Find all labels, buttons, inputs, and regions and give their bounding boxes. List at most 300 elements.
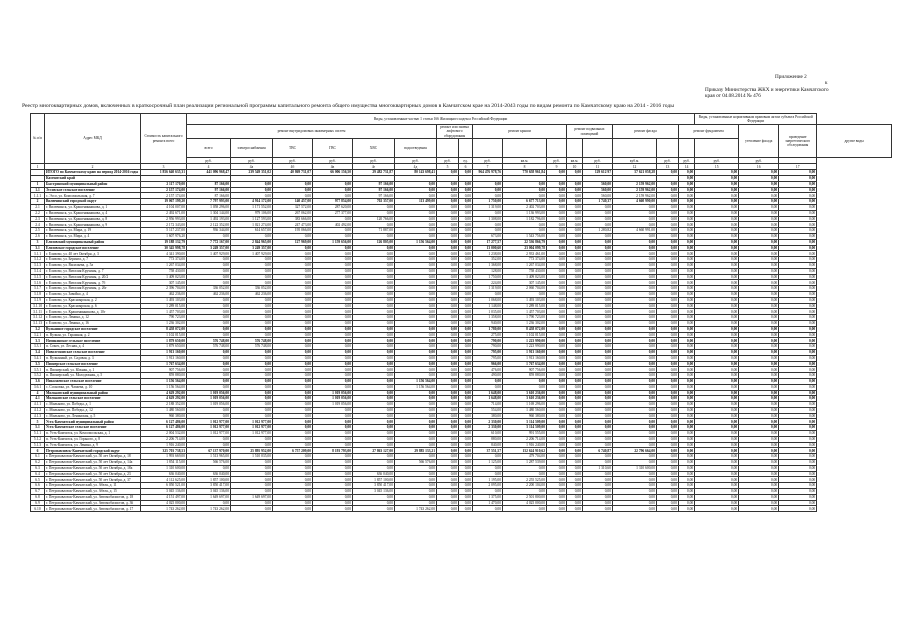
value-cell: 0,00 (695, 483, 739, 489)
value-cell: 0,00 (459, 315, 473, 321)
value-cell: 1 513 965,00 (187, 454, 231, 460)
value-cell: 0,00 (657, 233, 679, 239)
value-cell: 0,00 (613, 309, 657, 315)
value-cell: 0,00 (679, 367, 695, 373)
header-elec: электроснабжения (231, 139, 273, 158)
row-number-cell: 2.6 (31, 233, 45, 239)
value-cell: 0,00 (353, 494, 395, 500)
value-cell: 0,00 (313, 471, 353, 477)
value-cell: 4 112 625,00 (141, 477, 187, 483)
value-cell: 0,00 (613, 286, 657, 292)
value-cell: 0,00 (583, 419, 613, 425)
value-cell: 0,00 (459, 228, 473, 234)
value-cell: 714,00 (473, 402, 503, 408)
value-cell: 0,00 (313, 280, 353, 286)
value-cell: 0,00 (353, 465, 395, 471)
value-cell: 0,00 (459, 210, 473, 216)
value-cell: 0,00 (657, 448, 679, 454)
value-cell: 0,00 (187, 268, 231, 274)
row-number-cell: 2.3 (31, 216, 45, 222)
unit-cell: руб. (657, 158, 679, 164)
value-cell: 380,00 (473, 413, 503, 419)
value-cell: 0,00 (567, 170, 583, 176)
value-cell: 1 407 929,00 (231, 251, 273, 257)
value-cell: 773 374,00 (141, 257, 187, 263)
value-cell: 1 308,00 (473, 216, 503, 222)
value-cell: 2 188 352,00 (141, 402, 187, 408)
value-cell: 0,00 (473, 181, 503, 187)
value-cell: 1 457 703,00 (503, 309, 547, 315)
value-cell: 0,00 (739, 344, 779, 350)
value-cell: 0,00 (567, 436, 583, 442)
header-total-cost: Стоимость капитального ремонта всего (141, 114, 187, 164)
value-cell: 0,00 (187, 367, 231, 373)
column-number-cell: 17 (779, 164, 817, 170)
value-cell: 0,00 (353, 355, 395, 361)
value-cell: 0,00 (187, 384, 231, 390)
value-cell: 0,00 (779, 489, 817, 495)
value-cell: 0,00 (473, 291, 503, 297)
value-cell: 0,00 (613, 454, 657, 460)
value-cell: 127 969,00 (273, 239, 313, 245)
value-cell: 0,00 (739, 396, 779, 402)
value-cell: 0,00 (353, 396, 395, 402)
address-cell: г. Елизово, ул. Крашенинникова, д. 10г (45, 309, 141, 315)
value-cell: 0,00 (547, 199, 567, 205)
address-cell: г. Вилючинск, ул. Мира, д. 19 (45, 228, 141, 234)
value-cell: 0,00 (187, 361, 231, 367)
value-cell: 0,00 (657, 291, 679, 297)
value-cell: 0,00 (679, 454, 695, 460)
value-cell: 0,00 (739, 268, 779, 274)
column-number-cell: 4 (187, 164, 231, 170)
value-cell: 0,00 (273, 291, 313, 297)
value-cell: 0,00 (395, 413, 437, 419)
value-cell: 1 058 296,00 (187, 205, 231, 211)
value-cell: 0,00 (567, 402, 583, 408)
value-cell: 0,00 (583, 384, 613, 390)
value-cell: 97 166,00 (353, 193, 395, 199)
value-cell: 0,00 (739, 326, 779, 332)
value-cell: 0,00 (353, 344, 395, 350)
value-cell: 0,00 (779, 500, 817, 506)
value-cell: 0,00 (459, 442, 473, 448)
value-cell: 907 756,00 (503, 367, 547, 373)
value-cell: 0,00 (459, 193, 473, 199)
address-cell: Эссовское сельское поселение (45, 187, 141, 193)
value-cell: 0,00 (679, 373, 695, 379)
address-cell: Мильковское сельское поселение (45, 396, 141, 402)
value-cell: 1 493 103,00 (141, 297, 187, 303)
value-cell: 0,00 (779, 477, 817, 483)
value-cell: 476,00 (473, 367, 503, 373)
value-cell: 0,00 (679, 176, 695, 182)
value-cell: 0,00 (547, 205, 567, 211)
value-cell: 0,00 (583, 477, 613, 483)
value-cell: 0,00 (567, 239, 583, 245)
value-cell: 0,00 (779, 378, 817, 384)
row-number-cell: 1.1 (31, 187, 45, 193)
value-cell: 0,00 (231, 332, 273, 338)
value-cell: 490,00 (473, 373, 503, 379)
value-cell: 0,00 (567, 257, 583, 263)
value-cell: 0,00 (437, 390, 459, 396)
value-cell: 0,00 (657, 442, 679, 448)
column-number-cell: 12 (613, 164, 657, 170)
value-cell: 0,00 (313, 373, 353, 379)
value-cell: 1 012 977,00 (187, 431, 231, 437)
value-cell: 0,00 (583, 262, 613, 268)
value-cell: 1 648,00 (473, 390, 503, 396)
value-cell: 0,00 (459, 407, 473, 413)
value-cell: 0,00 (459, 326, 473, 332)
value-cell: 0,00 (613, 419, 657, 425)
value-cell: 0,00 (583, 320, 613, 326)
unit-cell: руб. (273, 158, 313, 164)
value-cell: 0,00 (353, 233, 395, 239)
value-cell: 2 206 714,00 (141, 436, 187, 442)
unit-cell: руб. (187, 158, 231, 164)
value-cell: 0,00 (583, 431, 613, 437)
value-cell: 0,00 (459, 489, 473, 495)
value-cell: 2 172 343,00 (141, 222, 187, 228)
value-cell: 13 000,60 (473, 245, 503, 251)
value-cell: 275,00 (473, 332, 503, 338)
value-cell: 0,00 (613, 315, 657, 321)
value-cell: 0,00 (613, 210, 657, 216)
value-cell: 0,00 (273, 297, 313, 303)
row-number-cell: 3.3.1 (31, 344, 45, 350)
value-cell: 0,00 (231, 257, 273, 263)
value-cell: 0,00 (547, 187, 567, 193)
row-number-cell: 6.4 (31, 471, 45, 477)
header-foundation: ремонт фундамента (679, 125, 739, 139)
value-cell: 0,00 (657, 413, 679, 419)
value-cell: 0,00 (583, 205, 613, 211)
value-cell: 0,00 (273, 355, 313, 361)
value-cell: 0,00 (695, 170, 739, 176)
value-cell: 195 066,00 (273, 228, 313, 234)
value-cell: 979 106,00 (231, 210, 273, 216)
header-design: утепление фасада (739, 125, 779, 158)
value-cell: 0,00 (459, 245, 473, 251)
value-cell: 0,00 (437, 384, 459, 390)
value-cell: 1 019 056,00 (313, 402, 353, 408)
value-cell: 1 993 669,00 (141, 454, 187, 460)
value-cell: 0,00 (679, 402, 695, 408)
value-cell: 0,00 (231, 477, 273, 483)
value-cell: 0,00 (459, 419, 473, 425)
value-cell: 1 156 564,00 (395, 378, 437, 384)
unit-cell: кв.м. (503, 158, 547, 164)
unit-cell: руб. (547, 158, 567, 164)
value-cell: 0,00 (187, 320, 231, 326)
value-cell: 0,00 (695, 286, 739, 292)
column-number-cell: 10 (567, 164, 583, 170)
address-cell: Николаевское сельское поселение (45, 378, 141, 384)
value-cell: 1 102 015,00 (141, 332, 187, 338)
value-cell: 5 114 509,00 (503, 425, 547, 431)
value-cell: 0,00 (437, 222, 459, 228)
value-cell: 462 236,00 (141, 291, 187, 297)
value-cell: 0,00 (679, 193, 695, 199)
value-cell: 0,00 (567, 460, 583, 466)
value-cell: 0,00 (459, 251, 473, 257)
value-cell: 0,00 (459, 361, 473, 367)
value-cell: 2 956 993,00 (141, 216, 187, 222)
value-cell: 554,00 (473, 407, 503, 413)
value-cell: 0,00 (231, 378, 273, 384)
value-cell: 0,00 (187, 378, 231, 384)
unit-cell: руб. (473, 158, 503, 164)
value-cell: 0,00 (657, 483, 679, 489)
value-cell: 0,00 (739, 419, 779, 425)
value-cell: 0,00 (679, 344, 695, 350)
value-cell: 0,00 (459, 320, 473, 326)
value-cell: 940,00 (473, 320, 503, 326)
value-cell: 0,00 (231, 280, 273, 286)
address-cell: г. Петропавловск-Камчатский, ул. Абеля, д. 11 (45, 483, 141, 489)
value-cell: 67 137 970,00 (187, 448, 231, 454)
value-cell: 0,00 (695, 460, 739, 466)
value-cell: 0,00 (695, 378, 739, 384)
value-cell: 0,00 (395, 274, 437, 280)
value-cell: 0,00 (657, 280, 679, 286)
value-cell: 0,00 (679, 338, 695, 344)
value-cell: 22 796 664,00 (613, 448, 657, 454)
value-cell: 0,00 (695, 274, 739, 280)
value-cell: 2 844 965,00 (231, 239, 273, 245)
value-cell: 4 629 292,00 (141, 390, 187, 396)
value-cell: 0,00 (739, 262, 779, 268)
value-cell: 0,00 (353, 286, 395, 292)
value-cell: 120 766,00 (353, 216, 395, 222)
value-cell: 0,00 (657, 460, 679, 466)
value-cell: 0,00 (459, 494, 473, 500)
row-number-cell: 5.1.3 (31, 442, 45, 448)
value-cell: 4 660 990,00 (613, 199, 657, 205)
value-cell: 0,00 (567, 205, 583, 211)
value-cell: 0,00 (437, 326, 459, 332)
value-cell: 0,00 (583, 257, 613, 263)
value-cell: 1 854 115,00 (141, 460, 187, 466)
value-cell: 0,00 (313, 320, 353, 326)
value-cell: 6 677 713,00 (503, 199, 547, 205)
value-cell: 0,00 (437, 448, 459, 454)
value-cell: 3 045 136,00 (353, 489, 395, 495)
value-cell: 560,00 (583, 193, 613, 199)
value-cell: 126 805,00 (353, 239, 395, 245)
unit-cell: руб. (395, 158, 437, 164)
value-cell: 0,00 (547, 436, 567, 442)
value-cell: 0,00 (739, 355, 779, 361)
value-cell: 0,00 (679, 349, 695, 355)
value-cell: 0,00 (503, 506, 547, 512)
value-cell: 0,00 (613, 338, 657, 344)
value-cell: 0,00 (583, 500, 613, 506)
address-cell: Усть-Камчатское сельское поселение (45, 425, 141, 431)
value-cell: 0,00 (779, 297, 817, 303)
value-cell: 1 409 023,00 (503, 274, 547, 280)
appendix-line-2: к (825, 80, 828, 87)
value-cell: 0,00 (657, 373, 679, 379)
row-number-cell: 3.1.12 (31, 315, 45, 321)
value-cell: 0,00 (547, 181, 567, 187)
value-cell: 0,00 (437, 373, 459, 379)
value-cell: 0,00 (779, 413, 817, 419)
address-cell: Елизовское городское поселение (45, 245, 141, 251)
value-cell: 0,00 (613, 390, 657, 396)
value-cell: 1 649 697,00 (231, 494, 273, 500)
value-cell: 0,00 (273, 390, 313, 396)
value-cell: 0,00 (583, 239, 613, 245)
value-cell: 0,00 (459, 465, 473, 471)
value-cell: 859 880,00 (503, 373, 547, 379)
value-cell: 0,00 (459, 332, 473, 338)
value-cell: 0,00 (547, 297, 567, 303)
value-cell: 0,00 (313, 251, 353, 257)
value-cell: 636 040,00 (353, 471, 395, 477)
value-cell: 0,00 (273, 506, 313, 512)
value-cell: 1 156 564,00 (395, 239, 437, 245)
value-cell: 0,00 (739, 460, 779, 466)
value-cell: 23 004 099,78 (503, 245, 547, 251)
value-cell: 0,00 (231, 326, 273, 332)
value-cell: 0,00 (779, 349, 817, 355)
value-cell: 0,00 (547, 413, 567, 419)
address-cell: Вилючинский городской округ (45, 199, 141, 205)
unit-cell: руб. (739, 158, 779, 164)
value-cell: 0,00 (583, 233, 613, 239)
value-cell: 25 895 952,00 (231, 448, 273, 454)
row-number-cell: 6.9 (31, 500, 45, 506)
value-cell: 0,00 (395, 361, 437, 367)
value-cell: 610,00 (473, 431, 503, 437)
value-cell: 0,00 (679, 187, 695, 193)
value-cell: 0,00 (739, 257, 779, 263)
value-cell: 1 223 990,00 (503, 338, 547, 344)
value-cell: 0,00 (613, 407, 657, 413)
row-number-cell: 2.5 (31, 228, 45, 234)
value-cell: 0,00 (353, 419, 395, 425)
value-cell: 0,00 (395, 494, 437, 500)
value-cell: 0,00 (395, 216, 437, 222)
value-cell: 0,00 (583, 245, 613, 251)
value-cell: 4 660 991,00 (613, 228, 657, 234)
value-cell: 0,00 (437, 309, 459, 315)
value-cell: 0,00 (779, 205, 817, 211)
value-cell: 0,00 (395, 477, 437, 483)
address-cell: Пионерское сельское поселение (45, 361, 141, 367)
value-cell: 0,00 (695, 419, 739, 425)
unit-cell: руб. (313, 158, 353, 164)
value-cell: 0,00 (547, 262, 567, 268)
value-cell: 0,00 (779, 233, 817, 239)
column-number-cell: 11 (583, 164, 613, 170)
value-cell: 0,00 (657, 222, 679, 228)
value-cell: 87 166,00 (187, 181, 231, 187)
value-cell: 1 223 990,00 (503, 344, 547, 350)
value-cell: 0,00 (437, 210, 459, 216)
value-cell: 0,00 (567, 326, 583, 332)
row-number-cell: 4.1.1 (31, 402, 45, 408)
value-cell: 0,00 (657, 181, 679, 187)
value-cell: 6 127 486,00 (141, 425, 187, 431)
header-facade: ремонт фасада (613, 125, 679, 139)
value-cell: 0,00 (231, 274, 273, 280)
value-cell: 0,00 (353, 222, 395, 228)
value-cell: 0,00 (437, 506, 459, 512)
value-cell: 307 145,00 (503, 280, 547, 286)
address-cell: г. Елизово, ул. 40 лет Октября, д. 3 (45, 251, 141, 257)
value-cell: 0,00 (459, 280, 473, 286)
value-cell: 1 310 600,00 (613, 465, 657, 471)
value-cell: 0,00 (547, 454, 567, 460)
value-cell: 0,00 (739, 176, 779, 182)
value-cell: 0,00 (547, 500, 567, 506)
value-cell: 0,00 (273, 187, 313, 193)
value-cell: 0,00 (437, 297, 459, 303)
value-cell: 0,00 (657, 332, 679, 338)
appendix-line-4: края от 04.08.2014 № 476 (705, 93, 761, 100)
value-cell: 0,00 (567, 291, 583, 297)
value-cell: 0,00 (353, 413, 395, 419)
value-cell: 0,00 (395, 396, 437, 402)
value-cell: 0,00 (395, 181, 437, 187)
value-cell: 0,00 (613, 361, 657, 367)
value-cell: 0,00 (695, 309, 739, 315)
row-number-cell: 3.6.1 (31, 384, 45, 390)
address-cell: п. Сокоч, ул. Лесная, д. 4 (45, 344, 141, 350)
value-cell: 0,00 (779, 355, 817, 361)
value-cell: 0,00 (273, 483, 313, 489)
value-cell: 0,00 (657, 367, 679, 373)
value-cell: 0,00 (657, 419, 679, 425)
value-cell: 0,00 (739, 407, 779, 413)
row-number-cell: 6.7 (31, 489, 45, 495)
value-cell: 0,00 (695, 407, 739, 413)
value-cell: 0,00 (583, 402, 613, 408)
value-cell: 0,00 (437, 187, 459, 193)
value-cell: 1 319,00 (473, 205, 503, 211)
value-cell: 2 060 704,00 (503, 286, 547, 292)
value-cell: 0,00 (313, 477, 353, 483)
value-cell: 0,00 (695, 315, 739, 321)
address-cell: г. Петропавловск-Камчатский, ул. Автомобилистов, д. 17 (45, 506, 141, 512)
value-cell: 0,00 (395, 315, 437, 321)
value-cell: 0,00 (273, 181, 313, 187)
value-cell: 0,00 (779, 402, 817, 408)
value-cell: 0,00 (779, 332, 817, 338)
value-cell: 0,00 (473, 228, 503, 234)
value-cell: 0,00 (231, 489, 273, 495)
value-cell: 0,00 (547, 442, 567, 448)
value-cell: 1 470,00 (473, 500, 503, 506)
value-cell: 0,00 (313, 419, 353, 425)
value-cell: 0,00 (739, 233, 779, 239)
value-cell: 0,00 (695, 506, 739, 512)
value-cell: 0,00 (437, 344, 459, 350)
value-cell: 66 006 156,50 (313, 170, 353, 176)
value-cell: 0,00 (657, 436, 679, 442)
value-cell: 0,00 (679, 257, 695, 263)
value-cell: 0,00 (613, 291, 657, 297)
value-cell: 0,00 (779, 170, 817, 176)
value-cell: 0,00 (695, 303, 739, 309)
value-cell: 0,00 (779, 274, 817, 280)
value-cell: 0,00 (739, 228, 779, 234)
value-cell: 1 492 193,00 (187, 216, 231, 222)
